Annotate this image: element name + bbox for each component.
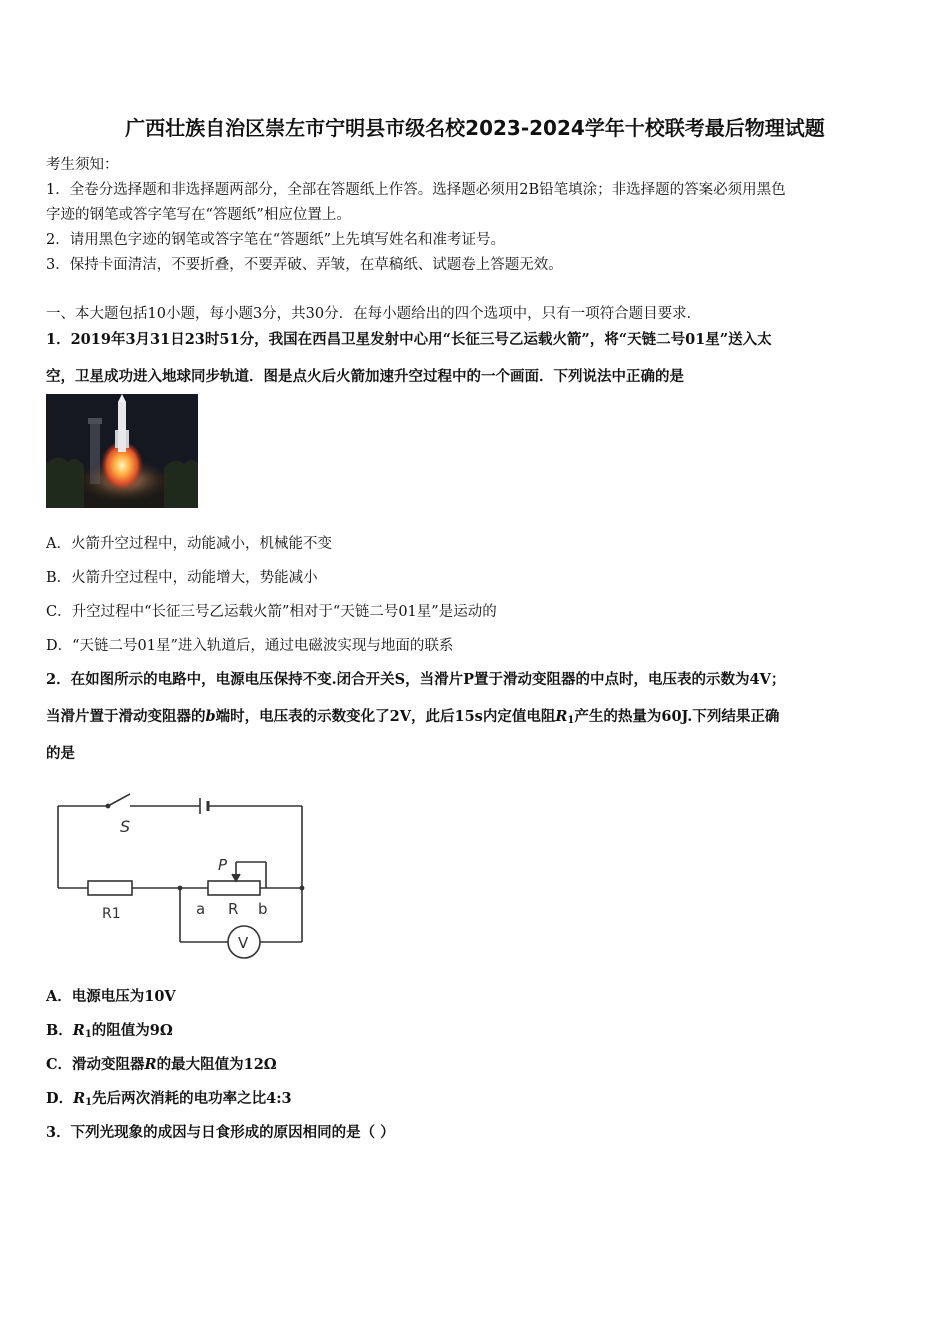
stem-text: 产生的热量为60J.下列结果正确 — [574, 708, 780, 725]
rocket-launch-photo — [46, 394, 198, 508]
r1-label: R1 — [102, 906, 121, 922]
question-3-stem: 3．下列光现象的成因与日食形成的原因相同的是（ ） — [46, 1124, 395, 1141]
option-var-r: R — [72, 1022, 85, 1039]
option-text: D． — [46, 1090, 74, 1107]
section-heading: 一、本大题包括10小题，每小题3分，共30分．在每小题给出的四个选项中，只有一项符合题目要求． — [46, 306, 702, 322]
option-subscript: 1 — [84, 1029, 92, 1040]
notice-item: 1．全卷分选择题和非选择题两部分，全部在答题纸上作答。选择题必须用2B铅笔填涂；非选择题的答案必须用黑色 — [46, 182, 786, 198]
option-text: 先后两次消耗的电功率之比4:3 — [92, 1090, 292, 1107]
slider-label: P — [218, 856, 228, 874]
rocket-launch-image — [46, 394, 198, 508]
stem-text: 当滑片置于滑动变阻器的 — [46, 708, 206, 725]
terminal-a-label: a — [196, 900, 206, 918]
question-1-option-b: B．火箭升空过程中，动能增大，势能减小 — [46, 570, 318, 586]
notice-item: 字迹的钢笔或答字笔写在“答题纸”相应位置上。 — [46, 207, 351, 223]
terminal-b-label: b — [258, 900, 268, 918]
question-1-stem: 空，卫星成功进入地球同步轨道．图是点火后火箭加速升空过程中的一个画面．下列说法中正确的是 — [46, 368, 684, 385]
option-text: C．滑动变阻器 — [46, 1056, 145, 1073]
notice-item: 2．请用黑色字迹的钢笔或答字笔在“答题纸”上先填写姓名和准考证号。 — [46, 232, 506, 248]
option-subscript: 1 — [85, 1097, 93, 1108]
option-text: 的阻值为9Ω — [91, 1022, 173, 1039]
question-1-option-c: C．升空过程中“长征三号乙运载火箭”相对于“天链二号01星”是运动的 — [46, 604, 497, 620]
question-2-option-d — [46, 1087, 292, 1108]
circuit-diagram — [50, 790, 315, 960]
notice-heading: 考生须知： — [46, 157, 119, 173]
question-2-stem — [46, 705, 779, 726]
option-var-r: R — [73, 1090, 86, 1107]
exam-title: 广西壮族自治区崇左市宁明县市级名校2023-2024学年十校联考最后物理试题 — [125, 116, 825, 140]
question-1-option-d: D．“天链二号01星”进入轨道后，通过电磁波实现与地面的联系 — [46, 638, 454, 654]
rheostat-label: R — [228, 900, 239, 918]
question-2-option-b — [46, 1019, 173, 1040]
notice-item: 3．保持卡面清洁，不要折叠，不要弄破、弄皱，在草稿纸、试题卷上答题无效。 — [46, 257, 563, 273]
question-2-option-a: A．电源电压为10V — [46, 988, 176, 1005]
option-var-r: R — [144, 1056, 157, 1073]
question-2-stem: 的是 — [46, 745, 75, 762]
question-2-option-c — [46, 1053, 277, 1074]
stem-var-r: R — [555, 708, 568, 725]
option-text: B． — [46, 1022, 73, 1039]
voltmeter-label: V — [238, 934, 249, 952]
option-text: 的最大阻值为12Ω — [156, 1056, 277, 1073]
stem-text: 端时，电压表的示数变化了2V，此后15s内定值电阻 — [215, 708, 556, 725]
stem-subscript: 1 — [567, 715, 575, 726]
circuit-diagram-svg — [50, 790, 315, 960]
stem-var-b: b — [205, 708, 216, 725]
switch-label: S — [120, 817, 131, 836]
question-1-option-a: A．火箭升空过程中，动能减小，机械能不变 — [46, 536, 332, 552]
question-1-stem: 1．2019年3月31日23时51分，我国在西昌卫星发射中心用“长征三号乙运载火箭”，将“天链二号01星”送入太 — [46, 331, 772, 348]
question-2-stem: 2．在如图所示的电路中，电源电压保持不变.闭合开关S，当滑片P置于滑动变阻器的中点时，电压表的示数为4V； — [46, 671, 786, 688]
